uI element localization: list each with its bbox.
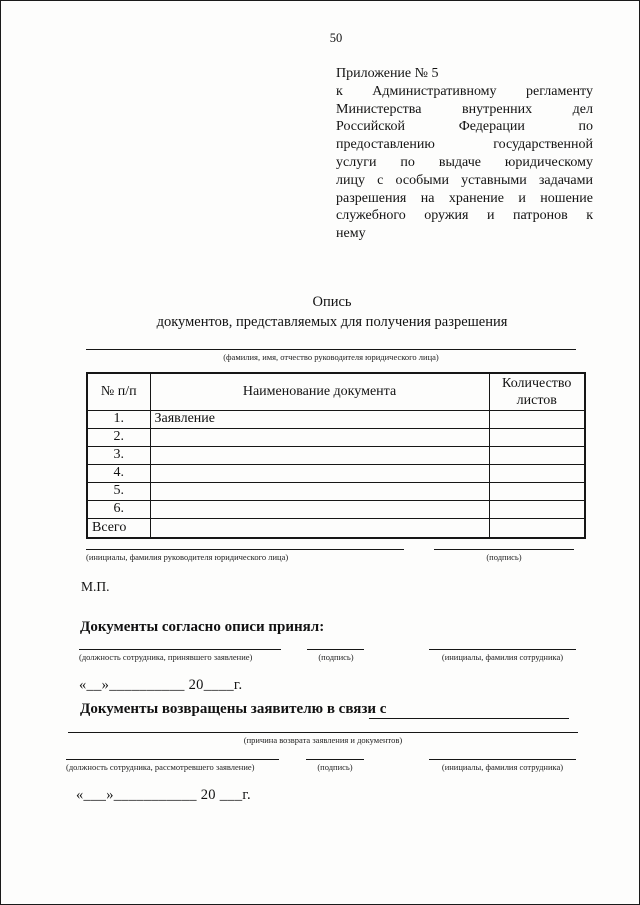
- documents-inventory-table: [86, 372, 586, 539]
- head-of-org-caption: (фамилия, имя, отчество руководителя юридического лица): [223, 352, 439, 362]
- col-header-document-name: Наименование документа: [150, 373, 489, 410]
- head-of-org-blank-line: [86, 349, 576, 350]
- accepted-position-caption: (должность сотрудника, принявшего заявление): [79, 652, 253, 662]
- appendix-line: Приложение № 5: [336, 66, 439, 81]
- returned-initials-caption: (инициалы, фамилия сотрудника): [441, 762, 564, 772]
- head-initials-caption: (инициалы, фамилия руководителя юридического лица): [86, 552, 289, 562]
- sheet-count-cell: [489, 428, 585, 446]
- accepted-initials-blank-line: [429, 649, 576, 650]
- returned-date-line: «___»___________ 20 ___г.: [76, 787, 251, 803]
- sheet-count-cell: [489, 464, 585, 482]
- document-name-cell: Заявление: [150, 410, 489, 428]
- row-number: 3.: [87, 446, 150, 464]
- returned-initials-blank-line: [429, 759, 576, 760]
- head-signature-blank-line: [434, 549, 574, 550]
- document-name-cell: [150, 428, 489, 446]
- sheet-count-cell: [489, 410, 585, 428]
- table-row: [87, 428, 585, 446]
- document-name-cell: [150, 500, 489, 518]
- accepted-signature-caption: (подпись): [318, 652, 354, 662]
- table-total-row: [87, 518, 585, 538]
- total-name-cell: [150, 518, 489, 538]
- returned-section-heading: Документы возвращены заявителю в связи с: [80, 701, 387, 717]
- sheet-count-cell: [489, 500, 585, 518]
- row-number: 5.: [87, 482, 150, 500]
- table-row: [87, 500, 585, 518]
- sheet-count-cell: [489, 446, 585, 464]
- document-name-cell: [150, 482, 489, 500]
- document-name-cell: [150, 446, 489, 464]
- return-reason-inline-blank: [369, 718, 569, 719]
- table-row: [87, 410, 585, 428]
- appendix-line: Министерства внутренних дел: [336, 101, 593, 117]
- appendix-line: лицу с особыми уставными задачами: [336, 172, 593, 188]
- table-row: [87, 464, 585, 482]
- sheet-count-cell: [489, 482, 585, 500]
- col-header-sheet-count: Количество листов: [489, 373, 585, 410]
- table-header-row: [87, 373, 585, 410]
- row-number: 6.: [87, 500, 150, 518]
- appendix-line: предоставлению государственной: [336, 137, 593, 153]
- head-signature-caption: (подпись): [486, 552, 522, 562]
- returned-position-caption: (должность сотрудника, рассмотревшего заявление): [66, 762, 255, 772]
- page-number: 50: [329, 31, 343, 45]
- document-title: [23, 292, 640, 332]
- col-header-number: № п/п: [87, 373, 150, 410]
- table-row: [87, 446, 585, 464]
- accepted-date-line: «__»__________ 20____г.: [79, 677, 243, 693]
- row-number: 4.: [87, 464, 150, 482]
- title-line-1: Опись: [312, 294, 352, 310]
- head-initials-blank-line: [86, 549, 404, 550]
- accepted-initials-caption: (инициалы, фамилия сотрудника): [441, 652, 564, 662]
- accepted-position-blank-line: [79, 649, 281, 650]
- appendix-line: услуги по выдаче юридическому: [336, 154, 593, 170]
- returned-signature-blank-line: [306, 759, 364, 760]
- row-number: 2.: [87, 428, 150, 446]
- total-sheet-count-cell: [489, 518, 585, 538]
- appendix-line: разрешения на хранение и ношение: [336, 190, 593, 206]
- total-label: Всего: [87, 518, 150, 538]
- return-reason-caption: (причина возврата заявления и документов): [243, 735, 403, 745]
- returned-position-blank-line: [66, 759, 279, 760]
- appendix-reference-block: [336, 65, 593, 243]
- accepted-signature-blank-line: [307, 649, 364, 650]
- document-name-cell: [150, 464, 489, 482]
- row-number: 1.: [87, 410, 150, 428]
- appendix-line: Российской Федерации по: [336, 119, 593, 135]
- returned-signature-caption: (подпись): [317, 762, 353, 772]
- accepted-section-heading: Документы согласно описи принял:: [80, 619, 325, 635]
- title-line-2: документов, представляемых для получения разрешения: [156, 314, 508, 330]
- table-row: [87, 482, 585, 500]
- appendix-line: служебного оружия и патронов к: [336, 208, 593, 224]
- stamp-place-label: М.П.: [81, 579, 110, 594]
- appendix-line: к Административному регламенту: [336, 83, 593, 99]
- appendix-line: нему: [336, 226, 366, 242]
- return-reason-blank-line: [68, 732, 578, 733]
